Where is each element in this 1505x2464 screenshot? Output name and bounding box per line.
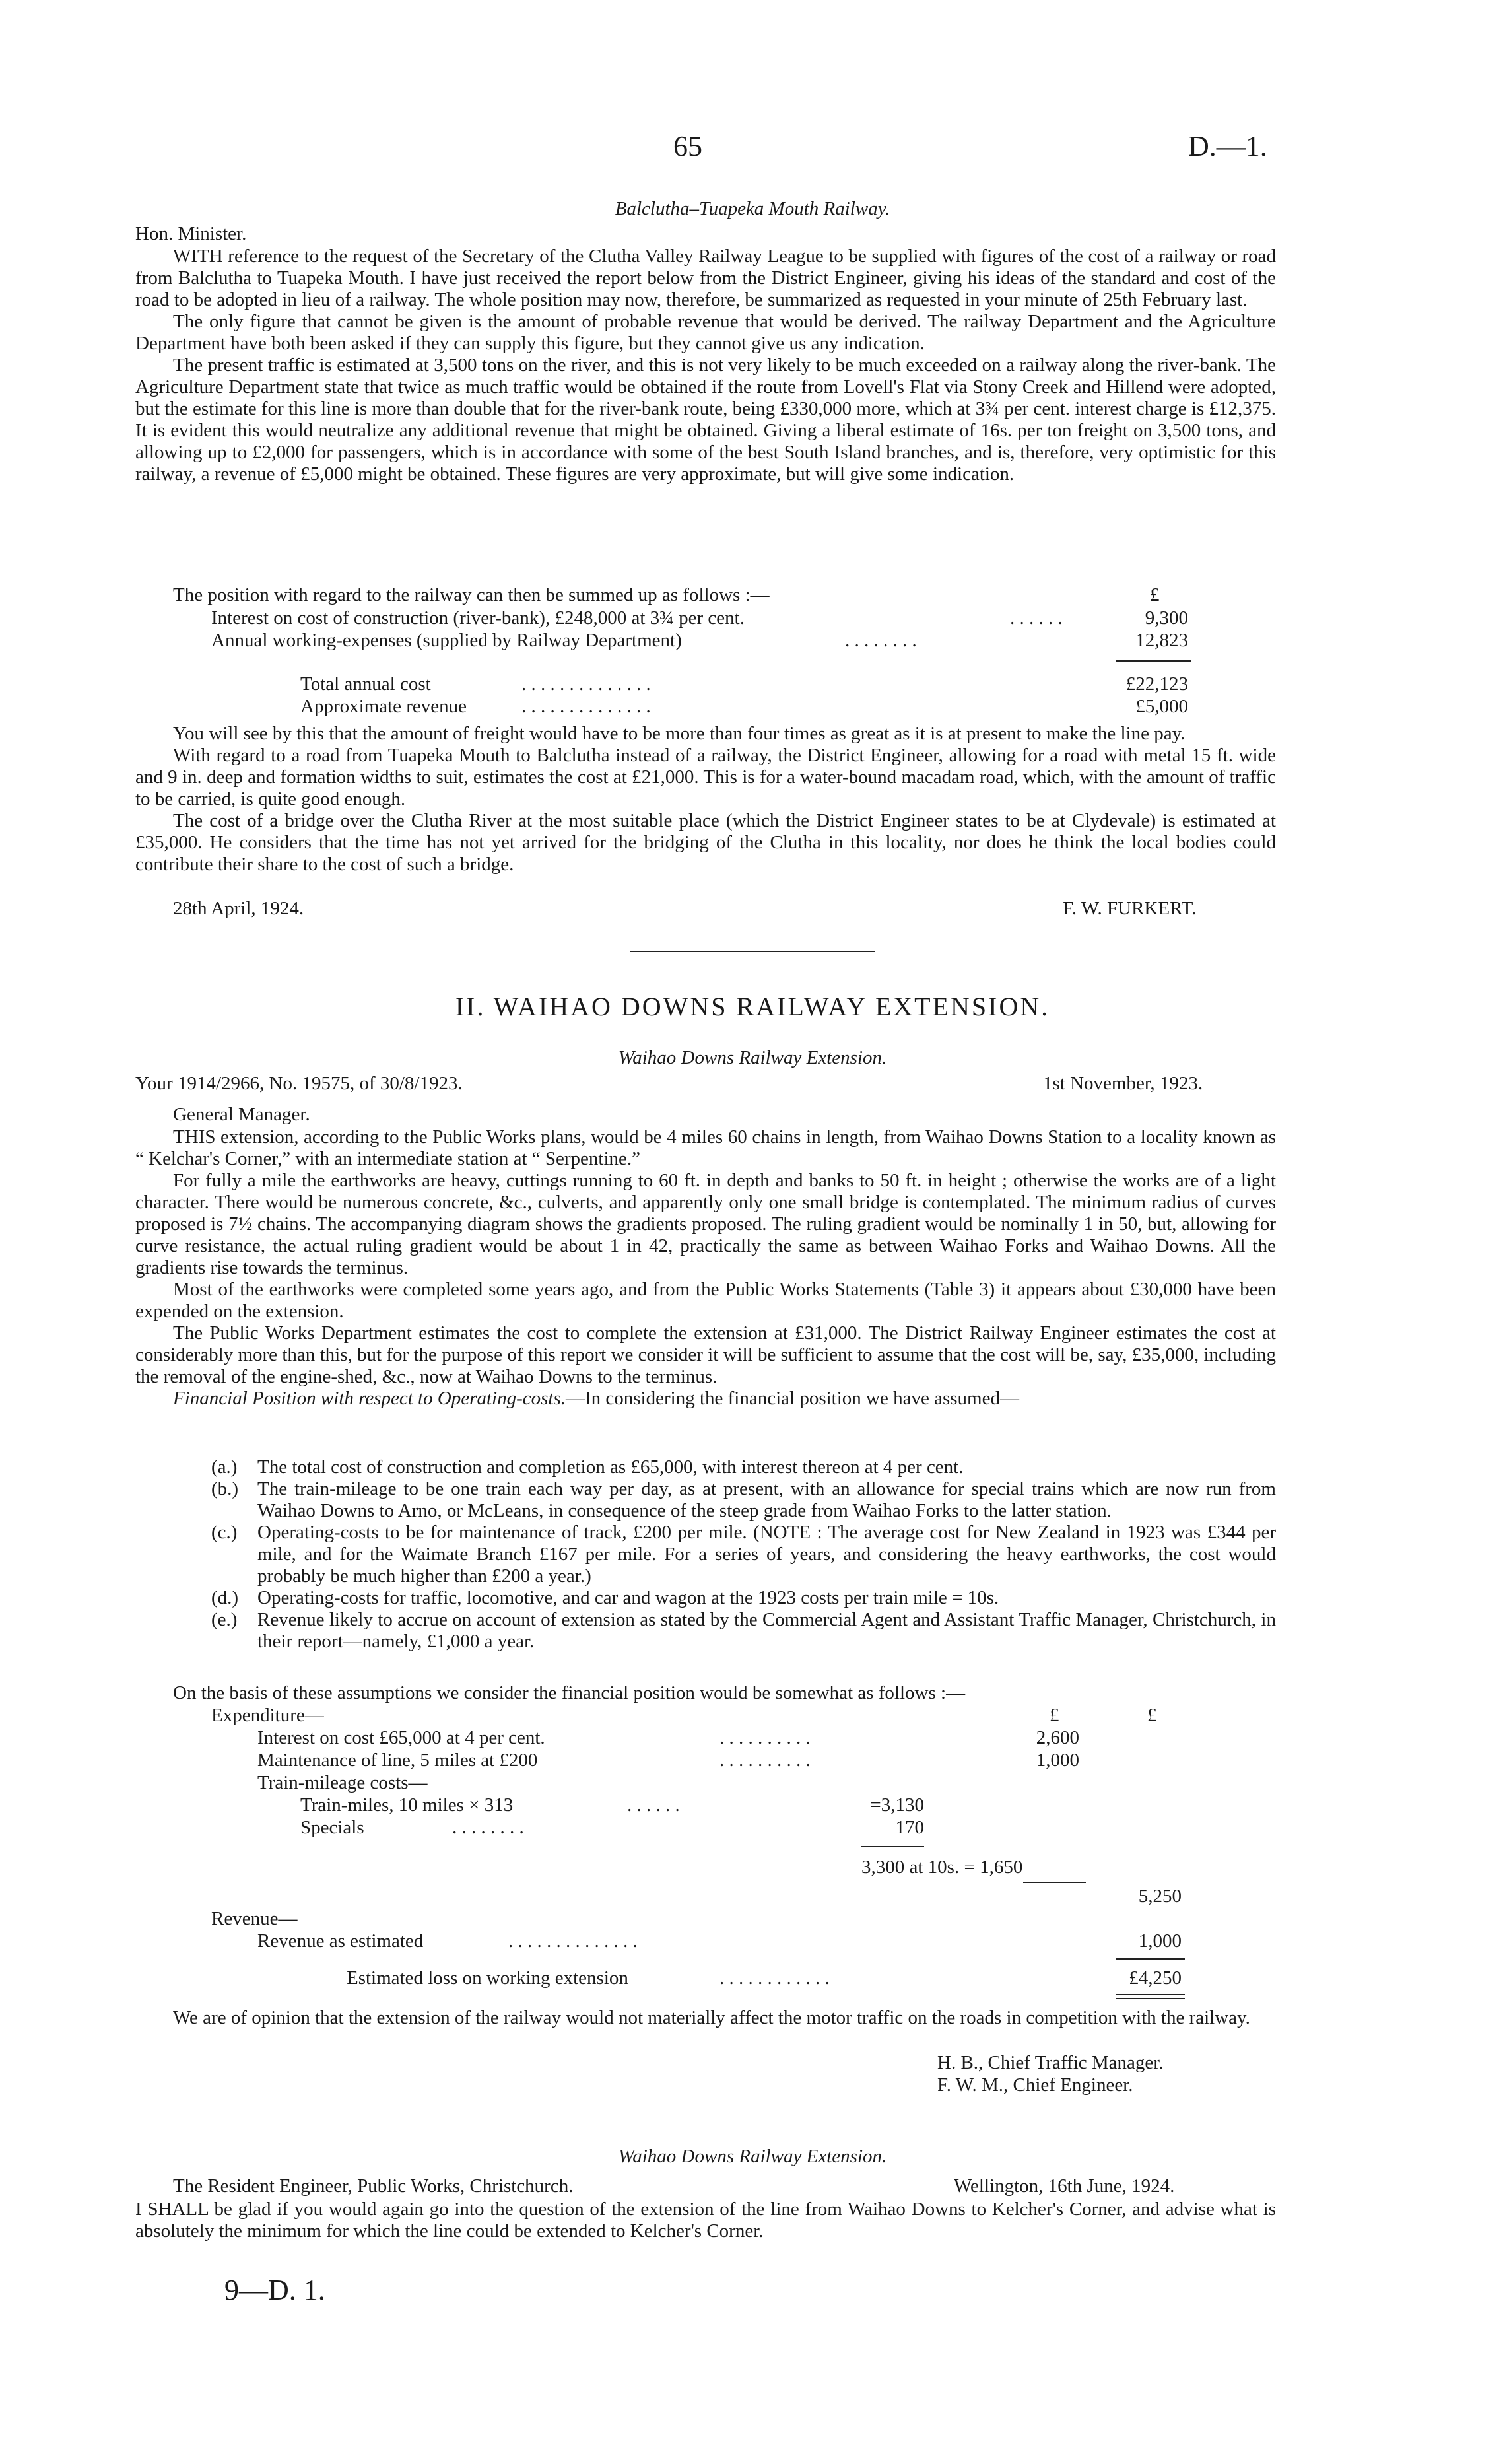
signatory-chief-engineer: F. W. M., Chief Engineer. (937, 2074, 1133, 2096)
basis-line: On the basis of these assumptions we consider the financial position would be somewhat as follows :— (173, 1682, 966, 1703)
train-total: 3,300 at 10s. = 1,650 (861, 1857, 1023, 1878)
signatory-traffic-manager: H. B., Chief Traffic Manager. (937, 2052, 1164, 2073)
subtotal-rule (861, 1846, 924, 1847)
assumption-text: Operating-costs for traffic, locomotive, and car and wagon at the 1923 costs per train mile = 10s. (257, 1587, 999, 1608)
paragraph: With regard to a road from Tuapeka Mouth to Balclutha instead of a railway, the District Engineer, allowing for a road with metal 15 ft. wide and 9 in. deep and formation widths to suit, estimates the cost at £21,000. This is for a water-bound macadam road, which, with the amount of traffic to be carried, is quite good enough. (135, 745, 1276, 809)
reference-line: Your 1914/2966, No. 19575, of 30/8/1923. (135, 1073, 463, 1094)
expense-value: 2,600 (1036, 1727, 1079, 1748)
section2-heading: II. WAIHAO DOWNS RAILWAY EXTENSION. (455, 992, 1050, 1021)
paragraph: WITH reference to the request of the Secretary of the Clutha Valley Railway League to be supplied with figures of the cost of a railway or road from Balclutha to Tuapeka Mouth. I have just received the report below from the District Engineer, giving his ideas of the standard and cost of the road to be adopted in lieu of a railway. The whole position may now, therefore, be summarized as requested in your minute of 25th February last. (135, 246, 1276, 310)
train-row-value: 170 (895, 1817, 924, 1838)
section1-signature: F. W. FURKERT. (1063, 898, 1197, 919)
total-value: £22,123 (1125, 673, 1188, 695)
section-divider (630, 951, 875, 952)
assumption-item (211, 1478, 1276, 1522)
section2-subtitle: Waihao Downs Railway Extension. (618, 1047, 887, 1068)
section1-date: 28th April, 1924. (173, 898, 304, 919)
table-row-value: 9,300 (1145, 607, 1188, 629)
leader-dots: . . . . . . . . . . (719, 1727, 811, 1748)
fin-intro: —In considering the financial position we have assumed— (565, 1388, 1019, 1409)
assumption-text: The train-mileage to be one train each way per day, as at present, with an allowance for special trains which are now run from Waihao Downs to Arno, or McLeans, in consequence of the steep grade from Waihao Forks to the latter station. (257, 1478, 1276, 1521)
total-rule (1116, 1958, 1185, 1960)
train-row-label: Specials (300, 1817, 364, 1838)
assumption-text: Operating-costs to be for maintenance of track, £200 per mile. (NOTE : The average cost for New Zealand in 1923 was £344 per mile, and for the Waimate Branch £167 per mile. For a series of years, and considering the heavy earthworks, the cost would probably be much higher than £200 a year.) (257, 1522, 1276, 1587)
loss-value: £4,250 (1129, 1968, 1182, 1989)
table-intro: The position with regard to the railway can then be summed up as follows :— (173, 584, 770, 605)
paragraph: The present traffic is estimated at 3,500 tons on the river, and this is not very likely to be much exceeded on a railway along the river-bank. The Agriculture Department state that twice as much traffic would be obtained if the route from Lovell's Flat via Stony Creek and Hillend were adopted, but the estimate for this line is more than double that for the river-bank route, being £330,000 more, which at 3¾ per cent. interest charge is £12,375. It is evident this would neutralize any additional revenue that might be obtained. Giving a liberal estimate of 16s. per ton freight on 3,500 tons, and allowing up to £2,000 for passengers, which is in accordance with some of the best South Island branches, and is, therefore, very optimistic for this railway, a revenue of £5,000 might be obtained. These figures are very approximate, but will give some indication. (135, 355, 1276, 485)
leader-dots: . . . . . . . . (845, 630, 917, 651)
revenue-label: Revenue— (211, 1908, 298, 1929)
paragraph: For fully a mile the earthworks are heavy, cuttings running to 60 ft. in depth and banks to 50 ft. in height ; otherwise the works are of a light character. There would be numerous concrete, &c., culverts, and apparently only one small bridge is contemplated. The minimum radius of curves proposed is 7½ chains. The accompanying diagram shows the gradients proposed. The ruling gradient would be nominally 1 in 50, but, allowing for curve resistance, the actual ruling gradient would be about 1 in 42, practically the same as between Waihao Forks and Waihao Downs. All the gradients rise towards the terminus. (135, 1170, 1276, 1278)
expense-label: Interest on cost £65,000 at 4 per cent. (257, 1727, 545, 1748)
train-row-value: =3,130 (870, 1795, 924, 1816)
page-number: 65 (673, 130, 702, 162)
currency-col-2: £ (1147, 1705, 1157, 1726)
revenue-row-label: Revenue as estimated (257, 1931, 424, 1952)
paragraph: Most of the earthworks were completed some years ago, and from the Public Works Statements (Table 3) it appears about £30,000 have been expended on the extension. (135, 1279, 1276, 1322)
assumption-item (211, 1587, 1276, 1609)
paragraph: THIS extension, according to the Public Works plans, would be 4 miles 60 chains in length, from Waihao Downs Station to a locality known as “ Kelchar's Corner,” with an intermediate station at “ Serpentine.” (135, 1126, 1276, 1169)
double-rule (1116, 1998, 1185, 1999)
total-label: Total annual cost (300, 673, 431, 695)
leader-dots: . . . . . . . . . . . . . . (508, 1931, 638, 1952)
paragraph: You will see by this that the amount of freight would have to be more than four times as great as it is at present to make the line pay. (173, 723, 1186, 744)
subtotal-rule (1023, 1882, 1086, 1883)
assumption-mark: (a.) (211, 1456, 238, 1478)
assumption-mark: (b.) (211, 1478, 239, 1499)
section2-date: 1st November, 1923. (1043, 1073, 1203, 1094)
fin-heading: Financial Position with respect to Operating-costs. (173, 1388, 566, 1409)
train-costs-label: Train-mileage costs— (257, 1772, 428, 1793)
leader-dots: . . . . . . . . . . . . . . (521, 696, 651, 717)
section1-salutation: Hon. Minister. (135, 223, 247, 244)
leader-dots: . . . . . . . . . . . . . . (521, 673, 651, 695)
assumption-item (211, 1456, 1276, 1478)
addressee: The Resident Engineer, Public Works, Christchurch. (173, 2175, 574, 2197)
double-rule (1116, 1994, 1185, 1995)
total-value: £5,000 (1135, 696, 1188, 717)
revenue-row-value: 1,000 (1138, 1931, 1182, 1952)
expense-label: Maintenance of line, 5 miles at £200 (257, 1750, 538, 1771)
leader-dots: . . . . . . . . . . . . (719, 1968, 830, 1989)
section2-body (135, 1126, 1276, 1410)
section2-salutation: General Manager. (173, 1104, 310, 1125)
expenditure-label: Expenditure— (211, 1705, 324, 1726)
train-row-label: Train-miles, 10 miles × 313 (300, 1795, 514, 1816)
leader-dots: . . . . . . . . . . (719, 1750, 811, 1771)
assumption-item (211, 1522, 1276, 1587)
expenditure-total: 5,250 (1138, 1886, 1182, 1907)
currency-col-1: £ (1050, 1705, 1059, 1726)
section1-title: Balclutha–Tuapeka Mouth Railway. (615, 198, 890, 219)
expense-value: 1,000 (1036, 1750, 1079, 1771)
paragraph: The only figure that cannot be given is the amount of probable revenue that would be derived. The railway Department and the Agriculture Department have both been asked if they can supply this figure, but they cannot give us any indication. (135, 311, 1276, 354)
paragraph: The cost of a bridge over the Clutha River at the most suitable place (which the District Engineer states to be at Clydevale) is estimated at £35,000. He considers that the time has not yet arrived for the bridging of the Clutha in this locality, nor does he think the local bodies could contribute their share to the cost of such a bridge. (135, 810, 1276, 875)
currency-header: £ (1150, 584, 1160, 605)
assumption-mark: (e.) (211, 1609, 238, 1630)
financial-position-intro (135, 1388, 1276, 1410)
assumption-text: The total cost of construction and completion as £65,000, with interest thereon at 4 per cent. (257, 1456, 964, 1478)
assumption-mark: (d.) (211, 1587, 239, 1608)
table-row-value: 12,823 (1135, 630, 1188, 651)
assumptions-list (211, 1456, 1276, 1653)
leader-dots: . . . . . . (1010, 607, 1063, 629)
section1-body (135, 246, 1276, 485)
assumption-mark: (c.) (211, 1522, 238, 1543)
report-reference: D.—1. (1188, 130, 1267, 162)
paragraph: I SHALL be glad if you would again go into the question of the extension of the line from Waihao Downs to Kelcher's Corner, and advise what is absolutely the minimum for which the line could be extended to Kelcher's Corner. (135, 2199, 1276, 2242)
leader-dots: . . . . . . (627, 1795, 680, 1816)
section3-date: Wellington, 16th June, 1924. (954, 2175, 1175, 2197)
section3-subtitle: Waihao Downs Railway Extension. (618, 2146, 887, 2167)
opinion-block (135, 2007, 1276, 2029)
total-rule (1116, 660, 1191, 662)
loss-label: Estimated loss on working extension (347, 1968, 628, 1989)
table-row-label: Annual working-expenses (supplied by Railway Department) (211, 630, 682, 651)
paragraph: The Public Works Department estimates the cost to complete the extension at £31,000. The District Railway Engineer estimates the cost at considerably more than this, but for the purpose of this report we consider it will be sufficient to assume that the cost will be, say, £35,000, including the removal of the engine-shed, &c., now at Waihao Downs to the terminus. (135, 1322, 1276, 1387)
assumption-text: Revenue likely to accrue on account of extension as stated by the Commercial Agent and Assistant Traffic Manager, Christchurch, in their report—namely, £1,000 a year. (257, 1609, 1276, 1652)
leader-dots: . . . . . . . . (452, 1817, 524, 1838)
assumption-item (211, 1609, 1276, 1653)
section1-body-2 (135, 723, 1276, 875)
section3-body (135, 2199, 1276, 2242)
total-label: Approximate revenue (300, 696, 467, 717)
paragraph: We are of opinion that the extension of the railway would not materially affect the motor traffic on the roads in competition with the railway. (173, 2007, 1250, 2028)
signature-mark: 9—D. 1. (224, 2274, 325, 2306)
table-row-label: Interest on cost of construction (river-bank), £248,000 at 3¾ per cent. (211, 607, 745, 629)
